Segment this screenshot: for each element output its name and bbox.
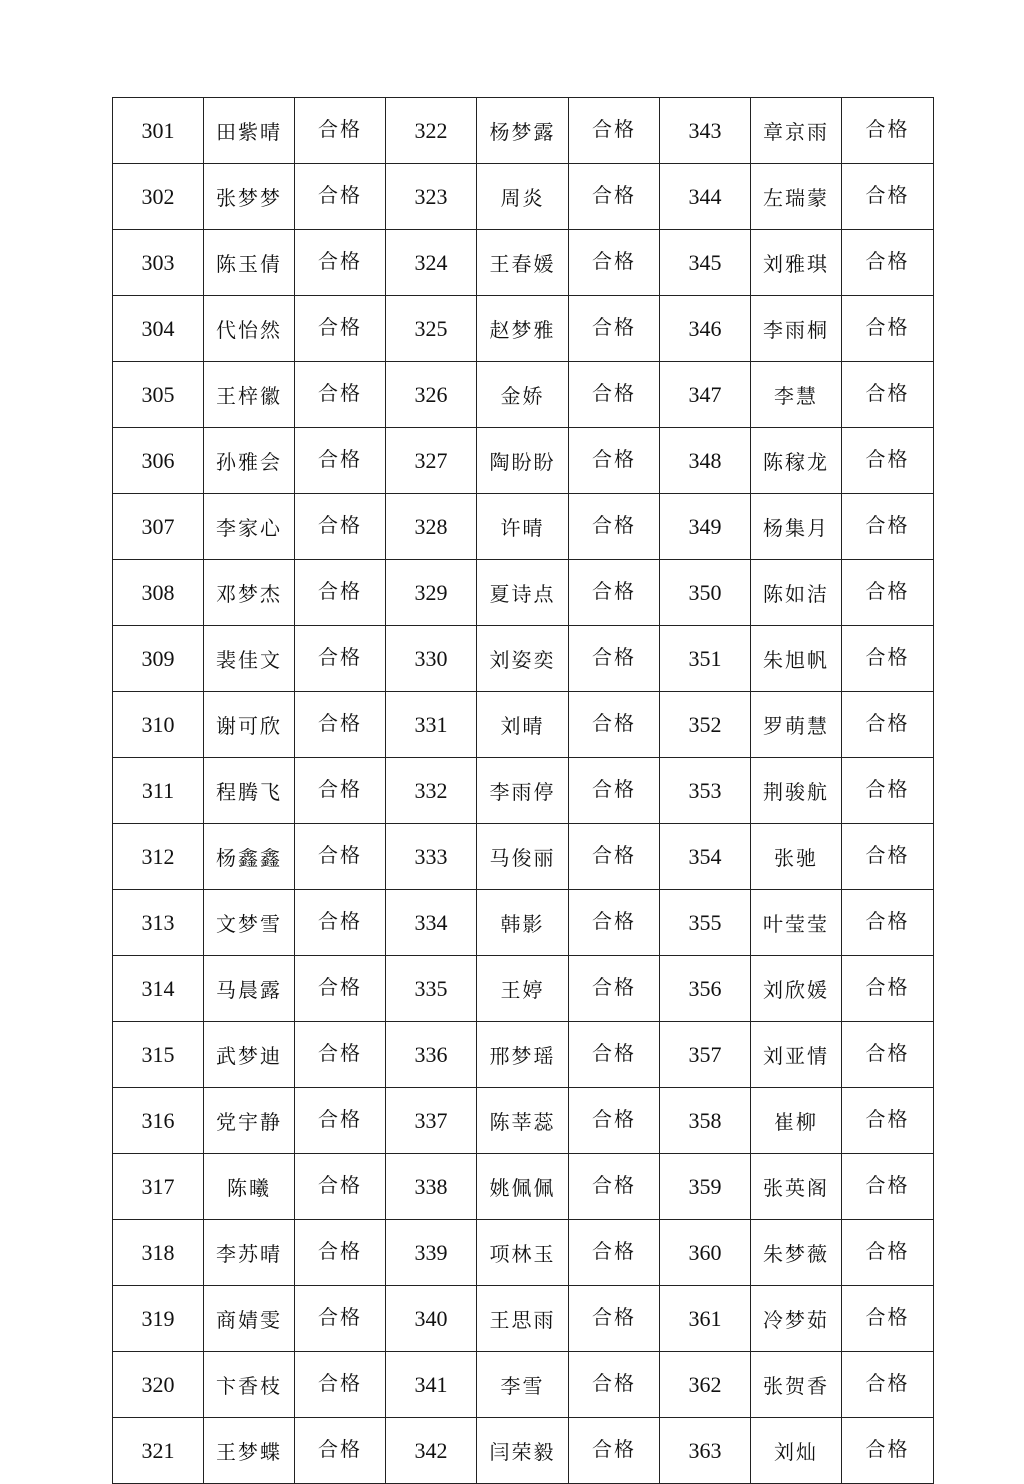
serial-number-cell: 332 — [386, 758, 477, 824]
result-cell: 合格 — [842, 758, 934, 824]
result-cell: 合格 — [295, 296, 386, 362]
result-cell: 合格 — [295, 626, 386, 692]
name-cell: 陈莘蕊 — [477, 1088, 569, 1154]
result-cell: 合格 — [295, 1352, 386, 1418]
name-cell: 朱梦薇 — [751, 1220, 842, 1286]
result-cell: 合格 — [569, 362, 660, 428]
serial-number-cell: 343 — [660, 98, 751, 164]
serial-number-cell: 333 — [386, 824, 477, 890]
serial-number-cell: 354 — [660, 824, 751, 890]
result-cell: 合格 — [295, 692, 386, 758]
serial-number-cell: 303 — [113, 230, 204, 296]
name-cell: 李雨停 — [477, 758, 569, 824]
result-cell: 合格 — [842, 626, 934, 692]
result-cell: 合格 — [842, 1352, 934, 1418]
name-cell: 王婷 — [477, 956, 569, 1022]
table-row — [113, 1088, 934, 1154]
serial-number-cell: 361 — [660, 1286, 751, 1352]
result-cell: 合格 — [842, 692, 934, 758]
serial-number-cell: 362 — [660, 1352, 751, 1418]
serial-number-cell: 331 — [386, 692, 477, 758]
serial-number-cell: 342 — [386, 1418, 477, 1484]
result-cell: 合格 — [569, 1220, 660, 1286]
serial-number-cell: 345 — [660, 230, 751, 296]
result-cell: 合格 — [842, 1220, 934, 1286]
serial-number-cell: 359 — [660, 1154, 751, 1220]
result-cell: 合格 — [569, 98, 660, 164]
serial-number-cell: 355 — [660, 890, 751, 956]
serial-number-cell: 302 — [113, 164, 204, 230]
name-cell: 王春媛 — [477, 230, 569, 296]
table-row — [113, 956, 934, 1022]
name-cell: 张梦梦 — [204, 164, 295, 230]
name-cell: 张贺香 — [751, 1352, 842, 1418]
name-cell: 杨梦露 — [477, 98, 569, 164]
name-cell: 马俊丽 — [477, 824, 569, 890]
result-cell: 合格 — [569, 428, 660, 494]
name-cell: 卞香枝 — [204, 1352, 295, 1418]
name-cell: 刘晴 — [477, 692, 569, 758]
serial-number-cell: 353 — [660, 758, 751, 824]
serial-number-cell: 315 — [113, 1022, 204, 1088]
serial-number-cell: 313 — [113, 890, 204, 956]
name-cell: 闫荣毅 — [477, 1418, 569, 1484]
name-cell: 左瑞蒙 — [751, 164, 842, 230]
table-row — [113, 164, 934, 230]
serial-number-cell: 352 — [660, 692, 751, 758]
serial-number-cell: 308 — [113, 560, 204, 626]
name-cell: 张英阁 — [751, 1154, 842, 1220]
table-row — [113, 626, 934, 692]
table-row — [113, 824, 934, 890]
result-cell: 合格 — [842, 1418, 934, 1484]
table-row — [113, 494, 934, 560]
result-cell: 合格 — [842, 98, 934, 164]
result-cell: 合格 — [569, 824, 660, 890]
name-cell: 刘姿奕 — [477, 626, 569, 692]
result-cell: 合格 — [569, 296, 660, 362]
result-cell: 合格 — [842, 164, 934, 230]
result-cell: 合格 — [295, 890, 386, 956]
table-row — [113, 890, 934, 956]
serial-number-cell: 335 — [386, 956, 477, 1022]
table-row — [113, 296, 934, 362]
serial-number-cell: 340 — [386, 1286, 477, 1352]
name-cell: 程腾飞 — [204, 758, 295, 824]
result-cell: 合格 — [842, 362, 934, 428]
name-cell: 孙雅会 — [204, 428, 295, 494]
serial-number-cell: 321 — [113, 1418, 204, 1484]
serial-number-cell: 347 — [660, 362, 751, 428]
serial-number-cell: 324 — [386, 230, 477, 296]
name-cell: 文梦雪 — [204, 890, 295, 956]
result-cell: 合格 — [842, 1154, 934, 1220]
serial-number-cell: 314 — [113, 956, 204, 1022]
serial-number-cell: 351 — [660, 626, 751, 692]
table-row — [113, 1022, 934, 1088]
serial-number-cell: 346 — [660, 296, 751, 362]
name-cell: 叶莹莹 — [751, 890, 842, 956]
result-cell: 合格 — [842, 956, 934, 1022]
table-row — [113, 692, 934, 758]
result-cell: 合格 — [842, 560, 934, 626]
serial-number-cell: 338 — [386, 1154, 477, 1220]
name-cell: 邓梦杰 — [204, 560, 295, 626]
result-cell: 合格 — [842, 1088, 934, 1154]
name-cell: 刘欣媛 — [751, 956, 842, 1022]
result-cell: 合格 — [569, 692, 660, 758]
result-cell: 合格 — [295, 1022, 386, 1088]
result-cell: 合格 — [842, 1286, 934, 1352]
table-row — [113, 1154, 934, 1220]
serial-number-cell: 326 — [386, 362, 477, 428]
serial-number-cell: 329 — [386, 560, 477, 626]
name-cell: 刘亚情 — [751, 1022, 842, 1088]
serial-number-cell: 341 — [386, 1352, 477, 1418]
serial-number-cell: 320 — [113, 1352, 204, 1418]
table-row — [113, 230, 934, 296]
result-cell: 合格 — [295, 560, 386, 626]
result-cell: 合格 — [569, 164, 660, 230]
serial-number-cell: 311 — [113, 758, 204, 824]
serial-number-cell: 344 — [660, 164, 751, 230]
name-cell: 王梦蝶 — [204, 1418, 295, 1484]
result-cell: 合格 — [295, 98, 386, 164]
name-cell: 冷梦茹 — [751, 1286, 842, 1352]
serial-number-cell: 317 — [113, 1154, 204, 1220]
result-cell: 合格 — [295, 956, 386, 1022]
name-cell: 赵梦雅 — [477, 296, 569, 362]
name-cell: 陈玉倩 — [204, 230, 295, 296]
serial-number-cell: 322 — [386, 98, 477, 164]
table-row — [113, 1352, 934, 1418]
name-cell: 李雨桐 — [751, 296, 842, 362]
result-cell: 合格 — [569, 758, 660, 824]
result-cell: 合格 — [842, 428, 934, 494]
name-cell: 罗萌慧 — [751, 692, 842, 758]
name-cell: 陈稼龙 — [751, 428, 842, 494]
name-cell: 李苏晴 — [204, 1220, 295, 1286]
result-cell: 合格 — [295, 230, 386, 296]
serial-number-cell: 310 — [113, 692, 204, 758]
serial-number-cell: 327 — [386, 428, 477, 494]
name-cell: 周炎 — [477, 164, 569, 230]
result-cell: 合格 — [295, 1154, 386, 1220]
name-cell: 王思雨 — [477, 1286, 569, 1352]
serial-number-cell: 357 — [660, 1022, 751, 1088]
serial-number-cell: 363 — [660, 1418, 751, 1484]
result-cell: 合格 — [295, 428, 386, 494]
name-cell: 王梓徽 — [204, 362, 295, 428]
name-cell: 荆骏航 — [751, 758, 842, 824]
name-cell: 韩影 — [477, 890, 569, 956]
name-cell: 邢梦瑶 — [477, 1022, 569, 1088]
name-cell: 武梦迪 — [204, 1022, 295, 1088]
table-row — [113, 362, 934, 428]
result-cell: 合格 — [295, 1286, 386, 1352]
serial-number-cell: 305 — [113, 362, 204, 428]
result-cell: 合格 — [569, 494, 660, 560]
result-cell: 合格 — [842, 296, 934, 362]
result-cell: 合格 — [569, 1352, 660, 1418]
name-cell: 夏诗点 — [477, 560, 569, 626]
name-cell: 刘雅琪 — [751, 230, 842, 296]
name-cell: 党宇静 — [204, 1088, 295, 1154]
result-cell: 合格 — [295, 1088, 386, 1154]
result-cell: 合格 — [842, 230, 934, 296]
serial-number-cell: 301 — [113, 98, 204, 164]
serial-number-cell: 323 — [386, 164, 477, 230]
roster-body — [113, 98, 934, 1484]
table-row — [113, 98, 934, 164]
serial-number-cell: 325 — [386, 296, 477, 362]
serial-number-cell: 318 — [113, 1220, 204, 1286]
name-cell: 谢可欣 — [204, 692, 295, 758]
result-cell: 合格 — [569, 1088, 660, 1154]
serial-number-cell: 339 — [386, 1220, 477, 1286]
name-cell: 杨鑫鑫 — [204, 824, 295, 890]
name-cell: 陈如洁 — [751, 560, 842, 626]
name-cell: 章京雨 — [751, 98, 842, 164]
table-row — [113, 1418, 934, 1484]
name-cell: 项林玉 — [477, 1220, 569, 1286]
table-row — [113, 758, 934, 824]
serial-number-cell: 328 — [386, 494, 477, 560]
table-row — [113, 1220, 934, 1286]
table-row — [113, 428, 934, 494]
serial-number-cell: 306 — [113, 428, 204, 494]
serial-number-cell: 349 — [660, 494, 751, 560]
result-cell: 合格 — [295, 494, 386, 560]
serial-number-cell: 312 — [113, 824, 204, 890]
name-cell: 代怡然 — [204, 296, 295, 362]
name-cell: 陶盼盼 — [477, 428, 569, 494]
serial-number-cell: 334 — [386, 890, 477, 956]
result-cell: 合格 — [569, 1418, 660, 1484]
serial-number-cell: 336 — [386, 1022, 477, 1088]
name-cell: 马晨露 — [204, 956, 295, 1022]
result-cell: 合格 — [569, 230, 660, 296]
result-cell: 合格 — [295, 1220, 386, 1286]
name-cell: 姚佩佩 — [477, 1154, 569, 1220]
result-cell: 合格 — [569, 890, 660, 956]
roster-table — [112, 97, 934, 1484]
result-cell: 合格 — [842, 1022, 934, 1088]
name-cell: 金娇 — [477, 362, 569, 428]
name-cell: 商婧雯 — [204, 1286, 295, 1352]
serial-number-cell: 316 — [113, 1088, 204, 1154]
serial-number-cell: 319 — [113, 1286, 204, 1352]
name-cell: 陈曦 — [204, 1154, 295, 1220]
name-cell: 张驰 — [751, 824, 842, 890]
name-cell: 裴佳文 — [204, 626, 295, 692]
result-cell: 合格 — [842, 494, 934, 560]
table-row — [113, 1286, 934, 1352]
name-cell: 李雪 — [477, 1352, 569, 1418]
result-cell: 合格 — [295, 824, 386, 890]
serial-number-cell: 356 — [660, 956, 751, 1022]
result-cell: 合格 — [842, 890, 934, 956]
serial-number-cell: 360 — [660, 1220, 751, 1286]
result-cell: 合格 — [295, 758, 386, 824]
result-cell: 合格 — [569, 956, 660, 1022]
name-cell: 许晴 — [477, 494, 569, 560]
result-cell: 合格 — [569, 560, 660, 626]
serial-number-cell: 337 — [386, 1088, 477, 1154]
serial-number-cell: 309 — [113, 626, 204, 692]
result-cell: 合格 — [295, 362, 386, 428]
result-cell: 合格 — [295, 164, 386, 230]
result-cell: 合格 — [569, 626, 660, 692]
serial-number-cell: 304 — [113, 296, 204, 362]
name-cell: 田紫晴 — [204, 98, 295, 164]
serial-number-cell: 348 — [660, 428, 751, 494]
name-cell: 李家心 — [204, 494, 295, 560]
name-cell: 朱旭帆 — [751, 626, 842, 692]
serial-number-cell: 307 — [113, 494, 204, 560]
result-cell: 合格 — [569, 1022, 660, 1088]
result-cell: 合格 — [295, 1418, 386, 1484]
serial-number-cell: 358 — [660, 1088, 751, 1154]
serial-number-cell: 330 — [386, 626, 477, 692]
name-cell: 刘灿 — [751, 1418, 842, 1484]
name-cell: 李慧 — [751, 362, 842, 428]
result-cell: 合格 — [569, 1286, 660, 1352]
name-cell: 崔柳 — [751, 1088, 842, 1154]
name-cell: 杨集月 — [751, 494, 842, 560]
result-cell: 合格 — [569, 1154, 660, 1220]
serial-number-cell: 350 — [660, 560, 751, 626]
table-row — [113, 560, 934, 626]
result-cell: 合格 — [842, 824, 934, 890]
